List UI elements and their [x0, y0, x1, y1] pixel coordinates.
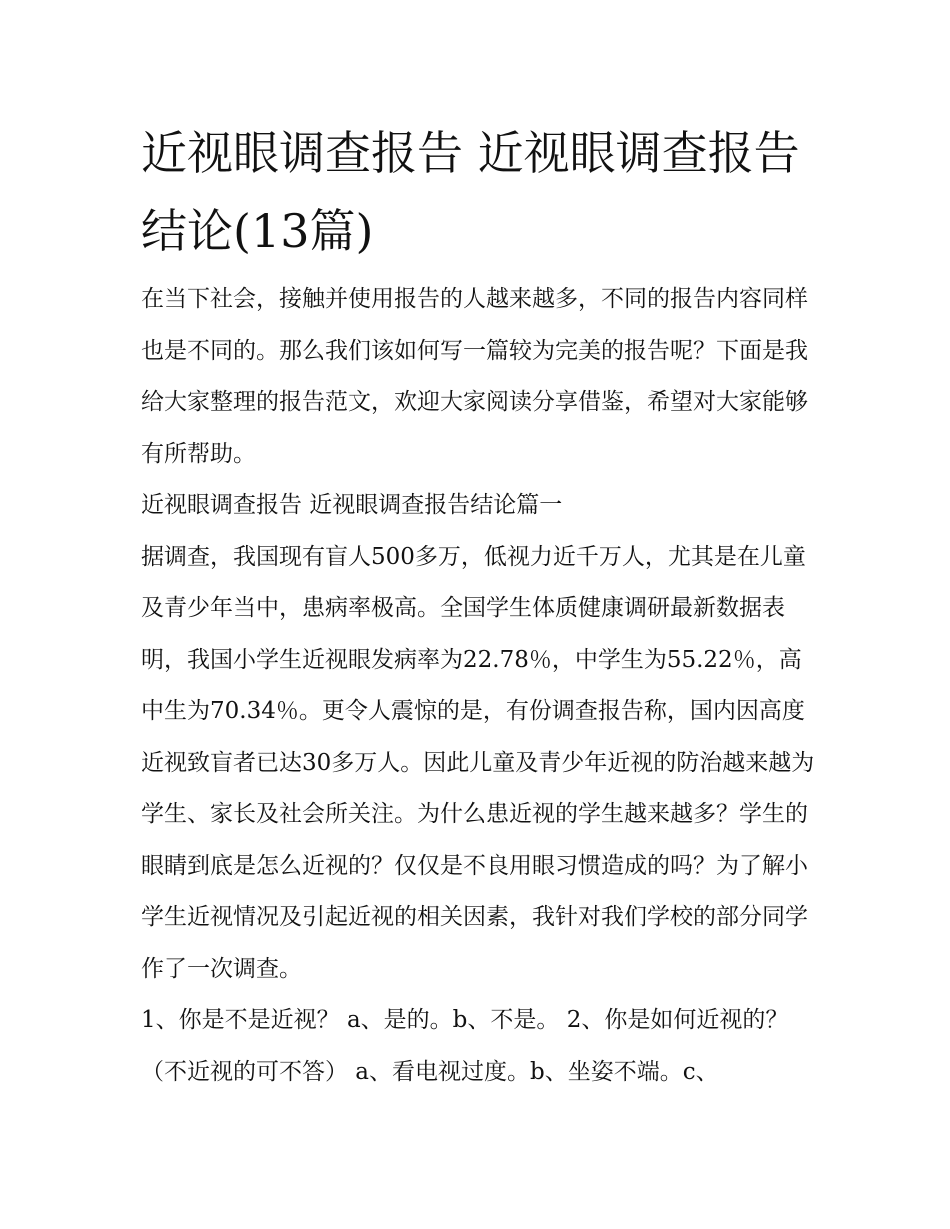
- section-heading: 近视眼调查报告 近视眼调查报告结论篇一: [141, 492, 563, 518]
- document-title: 近视眼调查报告 近视眼调查报告结论(13篇): [141, 126, 800, 258]
- intro-paragraph: 在当下社会，接触并使用报告的人越来越多，不同的报告内容同样也是不同的。那么我们该如何写一篇较为完美的报告呢？下面是我给大家整理的报告范文，欢迎大家阅读分享借鉴，希望对大家能够有所帮助。: [141, 286, 808, 467]
- document-content: [141, 114, 816, 1098]
- body-paragraph: 据调查，我国现有盲人500多万，低视力近千万人，尤其是在儿童及青少年当中，患病率极高。全国学生体质健康调研最新数据表明，我国小学生近视眼发病率为22.78％，中学生为55.22％，高中生为70.34％。更令人震惊的是，有份调查报告称，国内因高度近视致盲者已达30多万人。因此儿童及青少年近视的防治越来越为学生、家长及社会所关注。为什么患近视的学生越来越多？学生的眼睛到底是怎么近视的？仅仅是不良用眼习惯造成的吗？为了解小学生近视情况及引起近视的相关因素，我针对我们学校的部分同学作了一次调查。: [141, 543, 815, 982]
- survey-questions: 1、你是不是近视？ a、是的。b、不是。 2、你是如何近视的？（不近视的可不答） a、看电视过度。b、坐姿不端。c、: [141, 1007, 789, 1085]
